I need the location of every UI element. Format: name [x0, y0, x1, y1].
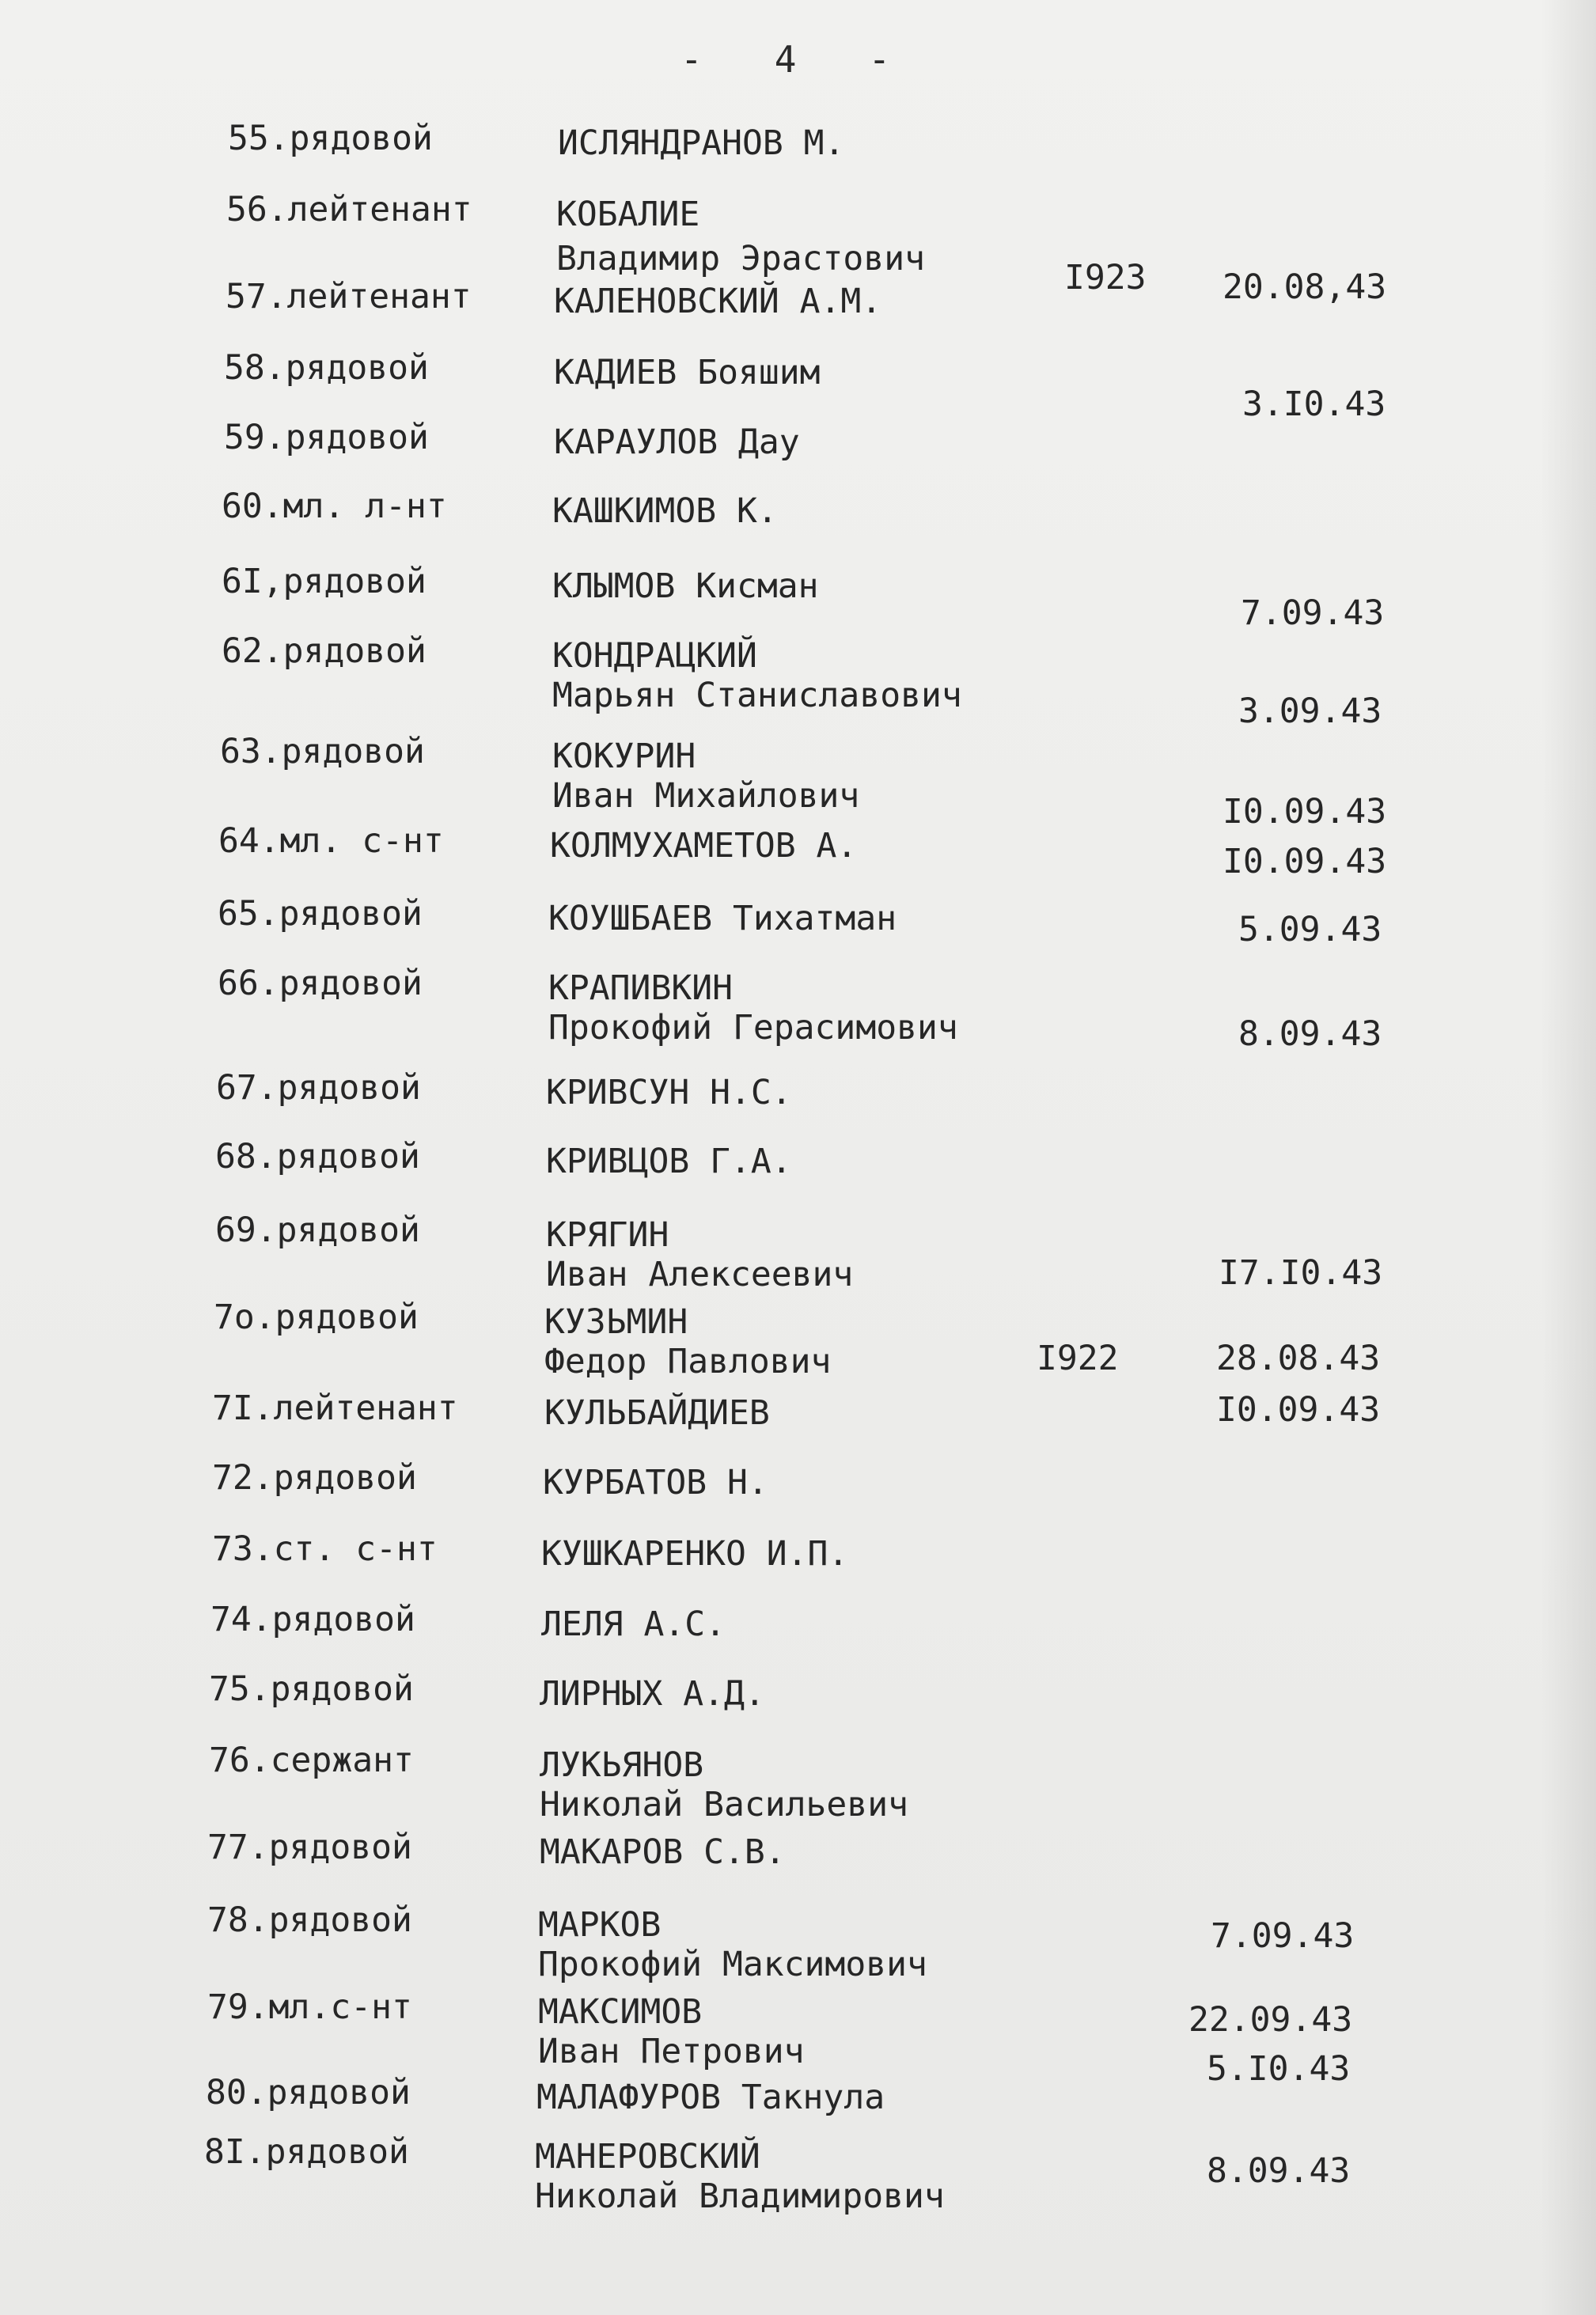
given-name: Прокофий Герасимович [548, 1008, 958, 1048]
rank-label: 72.рядовой [212, 1458, 417, 1498]
surname: КОЛМУХАМЕТОВ А. [550, 826, 858, 866]
birth-year: I922 [1037, 1339, 1119, 1378]
rank-label: 69.рядовой [215, 1211, 420, 1250]
page-number: - 4 - [680, 38, 893, 81]
surname: ЛУКЬЯНОВ [540, 1745, 704, 1785]
surname: КУШКАРЕНКО И.П. [541, 1534, 849, 1574]
surname: КРЯГИН [546, 1215, 669, 1255]
given-name: Иван Петрович [538, 2032, 805, 2071]
date: I0.09.43 [1216, 1390, 1381, 1430]
given-name: Николай Владимирович [535, 2177, 945, 2216]
birth-year: I923 [1064, 258, 1147, 297]
rank-label: 6I,рядовой [222, 562, 426, 601]
surname: ЛЕЛЯ А.С. [541, 1605, 726, 1644]
rank-label: 8I.рядовой [204, 2132, 409, 2172]
rank-label: 7I.лейтенант [212, 1389, 458, 1428]
date: I0.09.43 [1223, 792, 1387, 832]
surname: КОНДРАЦКИЙ [552, 636, 757, 676]
surname: МАЛАФУРОВ Такнула [536, 2078, 885, 2117]
rank-label: 67.рядовой [216, 1068, 421, 1108]
date: 8.09.43 [1238, 1014, 1382, 1054]
rank-label: 78.рядовой [207, 1900, 412, 1940]
surname: МАРКОВ [538, 1905, 662, 1945]
list-item [0, 964, 1596, 1054]
list-item [0, 2132, 1596, 2219]
surname: МАКАРОВ С.В. [540, 1832, 786, 1872]
date: I7.I0.43 [1219, 1253, 1383, 1293]
list-item [0, 487, 1596, 574]
rank-label: 66.рядовой [218, 964, 423, 1003]
given-name: Иван Алексеевич [546, 1255, 854, 1294]
given-name: Иван Михайлович [552, 776, 860, 816]
surname: КАШКИМОВ К. [552, 491, 778, 531]
surname: ЛИРНЫХ А.Д. [540, 1674, 765, 1714]
rank-label: 56.лейтенант [226, 190, 472, 229]
date: I0.09.43 [1223, 842, 1387, 881]
surname: КУРБАТОВ Н. [543, 1463, 768, 1502]
rank-label: 65.рядовой [218, 894, 423, 934]
surname: КЛЫМОВ Кисман [552, 566, 819, 606]
rank-label: 62.рядовой [222, 631, 426, 671]
rank-label: 80.рядовой [206, 2073, 411, 2112]
given-name: Николай Васильевич [540, 1785, 908, 1824]
rank-label: 57.лейтенант [226, 277, 472, 316]
surname: КРИВСУН Н.С. [546, 1073, 792, 1112]
rank-label: 58.рядовой [224, 348, 429, 388]
rank-label: 76.сержант [209, 1741, 414, 1780]
rank-label: 77.рядовой [207, 1828, 412, 1867]
date: 7.09.43 [1211, 1916, 1355, 1956]
given-name: Прокофий Максимович [538, 1945, 927, 1984]
rank-label: 68.рядовой [215, 1137, 420, 1176]
list-item [0, 1211, 1596, 1298]
date: 5.09.43 [1238, 910, 1382, 949]
date: 5.I0.43 [1207, 2049, 1351, 2089]
date: 3.09.43 [1238, 691, 1382, 731]
rank-label: 79.мл.с-нт [207, 1987, 412, 2027]
date: 20.08,43 [1223, 267, 1387, 307]
surname: КУЗЬМИН [544, 1302, 688, 1342]
surname: КОУШБАЕВ Тихатман [548, 899, 897, 938]
surname: ИСЛЯНДРАНОВ М. [558, 123, 845, 163]
given-name: Федор Павлович [544, 1342, 832, 1381]
rank-label: 74.рядовой [210, 1600, 415, 1639]
surname: КАРАУЛОВ Дау [554, 422, 800, 462]
surname: КАЛЕНОВСКИЙ А.М. [554, 282, 882, 321]
surname: КРИВЦОВ Г.А. [546, 1142, 792, 1181]
rank-label: 60.мл. л-нт [222, 487, 447, 526]
list-item [0, 1987, 1596, 2074]
given-name: Владимир Эрастович [556, 239, 925, 278]
rank-label: 55.рядовой [228, 119, 433, 158]
list-item [0, 732, 1596, 832]
date: 3.I0.43 [1242, 385, 1386, 424]
surname: МАНЕРОВСКИЙ [535, 2137, 760, 2177]
list-item [0, 1741, 1596, 1828]
rank-label: 64.мл. с-нт [218, 821, 444, 861]
surname: КАДИЕВ Бояшим [554, 353, 821, 392]
date: 8.09.43 [1207, 2151, 1351, 2191]
list-item [0, 1298, 1596, 1385]
date: 22.09.43 [1188, 2000, 1353, 2040]
surname: КРАПИВКИН [548, 968, 733, 1008]
rank-label: 7о.рядовой [214, 1298, 419, 1337]
rank-label: 75.рядовой [209, 1669, 414, 1709]
date: 28.08.43 [1216, 1339, 1381, 1378]
list-item [0, 631, 1596, 731]
rank-label: 73.ст. с-нт [212, 1529, 438, 1569]
rank-label: 59.рядовой [224, 418, 429, 457]
surname: КОКУРИН [552, 737, 696, 776]
surname: КОБАЛИЕ [556, 195, 700, 234]
date: 7.09.43 [1241, 593, 1385, 633]
surname: КУЛЬБАЙДИЕВ [544, 1393, 770, 1433]
rank-label: 63.рядовой [220, 732, 425, 771]
list-item [0, 1900, 1596, 1987]
given-name: Марьян Станиславович [552, 676, 962, 715]
surname: МАКСИМОВ [538, 1992, 703, 2032]
